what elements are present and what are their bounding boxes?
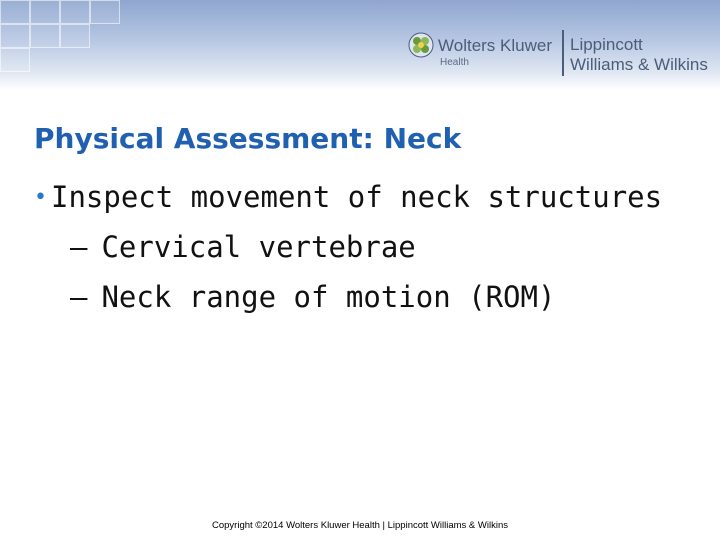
- sub-bullet-text: Cervical vertebrae: [101, 230, 416, 264]
- logo-brand-text: Wolters Kluwer: [438, 36, 552, 55]
- logo-division-text: Health: [440, 57, 469, 68]
- bullet-text: Inspect movement of neck structures: [50, 180, 663, 214]
- sub-bullet-item: [70, 280, 555, 314]
- sub-bullet-marker: –: [70, 280, 88, 314]
- sub-bullet-text: Neck range of motion (ROM): [101, 280, 556, 314]
- logo-imprint-line1: Lippincott: [570, 35, 643, 54]
- bullet-item: [34, 180, 662, 214]
- globe-icon: [408, 32, 434, 58]
- publisher-logo: [408, 28, 718, 80]
- sub-bullet-marker: –: [70, 230, 88, 264]
- bullet-marker: •: [34, 185, 47, 210]
- sub-bullet-item: [70, 230, 416, 264]
- logo-imprint-line2: Williams & Wilkins: [570, 55, 708, 74]
- slide-title: Physical Assessment: Neck: [34, 122, 462, 155]
- copyright-footer: Copyright ©2014 Wolters Kluwer Health | Lippincott Williams & Wilkins: [212, 520, 508, 531]
- logo-divider: [562, 30, 564, 76]
